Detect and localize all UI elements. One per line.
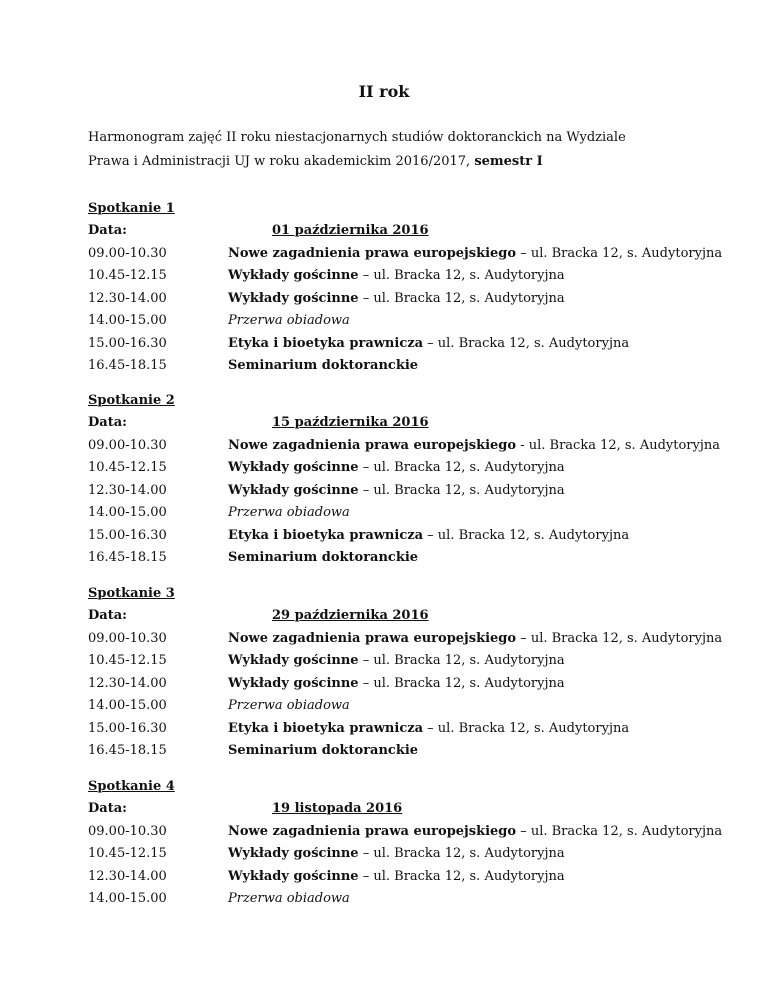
- schedule-row: [88, 821, 738, 844]
- time-slot: 15.00-16.30: [88, 527, 167, 543]
- location-text: – ul. Bracka 12, s. Audytoryjna: [358, 290, 565, 306]
- subject-name: Etyka i bioetyka prawnicza: [228, 527, 424, 543]
- time-slot: 10.45-12.15: [88, 846, 167, 861]
- location-text: – ul. Bracka 12, s. Audytoryjna: [423, 720, 630, 736]
- subject-name: Nowe zagadnienia prawa europejskiego: [228, 437, 517, 453]
- session-description: [228, 502, 350, 525]
- time-slot: 15.00-16.30: [88, 720, 167, 736]
- time-slot: 16.45-18.15: [88, 358, 167, 373]
- time-slot: 09.00-10.30: [88, 245, 167, 261]
- session-description: [228, 480, 565, 503]
- session-description: [228, 355, 418, 378]
- schedule-row: [88, 740, 738, 763]
- meeting-title: Spotkanie 4: [88, 779, 175, 794]
- meeting-block: [88, 583, 738, 763]
- time-slot: 14.00-15.00: [88, 891, 167, 906]
- date-row: [88, 412, 738, 435]
- meeting-date: 01 października 2016: [272, 223, 429, 238]
- location-text: – ul. Bracka 12, s. Audytoryjna: [358, 868, 565, 884]
- schedule-row: [88, 355, 738, 378]
- location-text: – ul. Bracka 12, s. Audytoryjna: [516, 630, 723, 646]
- break-label: Przerwa obiadowa: [228, 313, 350, 328]
- location-text: - ul. Bracka 12, s. Audytoryjna: [516, 437, 721, 453]
- schedule-row: [88, 866, 738, 889]
- subject-name: Wykłady gościnne: [228, 460, 359, 475]
- session-description: [228, 718, 629, 741]
- session-description: [228, 866, 565, 889]
- subject-name: Seminarium doktoranckie: [228, 358, 419, 373]
- time-slot: 10.45-12.15: [88, 653, 167, 668]
- session-description: [228, 740, 418, 763]
- session-description: [228, 673, 565, 696]
- time-slot: 12.30-14.00: [88, 868, 167, 884]
- time-slot: 12.30-14.00: [88, 675, 167, 691]
- session-description: [228, 288, 565, 311]
- schedule-row: [88, 310, 738, 333]
- subject-name: Wykłady gościnne: [228, 482, 359, 498]
- break-label: Przerwa obiadowa: [228, 891, 350, 906]
- page-title: II rok: [358, 82, 410, 101]
- intro-line-2: [88, 150, 728, 174]
- schedule-row: [88, 547, 738, 570]
- meeting-block: [88, 198, 738, 378]
- time-slot: 14.00-15.00: [88, 698, 167, 713]
- session-description: [228, 547, 418, 570]
- location-text: – ul. Bracka 12, s. Audytoryjna: [358, 675, 565, 691]
- meeting-title: Spotkanie 1: [88, 201, 175, 216]
- location-text: – ul. Bracka 12, s. Audytoryjna: [358, 482, 565, 498]
- subject-name: Etyka i bioetyka prawnicza: [228, 720, 424, 736]
- subject-name: Nowe zagadnienia prawa europejskiego: [228, 630, 517, 646]
- schedule-row: [88, 435, 738, 458]
- date-row: [88, 220, 738, 243]
- session-description: [228, 310, 350, 333]
- subject-name: Wykłady gościnne: [228, 675, 359, 691]
- meeting-date: 15 października 2016: [272, 415, 429, 430]
- meeting-title: Spotkanie 2: [88, 393, 175, 408]
- intro-line-1: Harmonogram zajęć II roku niestacjonarnych studiów doktoranckich na Wydziale: [88, 130, 626, 145]
- time-slot: 16.45-18.15: [88, 743, 167, 758]
- meeting-block: [88, 390, 738, 570]
- location-text: – ul. Bracka 12, s. Audytoryjna: [358, 460, 565, 475]
- time-slot: 12.30-14.00: [88, 482, 167, 498]
- date-label: Data:: [88, 223, 127, 238]
- meeting-date: 29 października 2016: [272, 608, 429, 623]
- break-label: Przerwa obiadowa: [228, 698, 350, 713]
- session-description: [228, 821, 722, 844]
- time-slot: 09.00-10.30: [88, 823, 167, 839]
- subject-name: Seminarium doktoranckie: [228, 550, 419, 565]
- schedule-row: [88, 480, 738, 503]
- location-text: – ul. Bracka 12, s. Audytoryjna: [358, 846, 565, 861]
- session-description: [228, 435, 720, 458]
- session-description: [228, 888, 350, 911]
- schedule-row: [88, 888, 738, 911]
- session-description: [228, 333, 629, 356]
- schedule-row: [88, 628, 738, 651]
- subject-name: Wykłady gościnne: [228, 846, 359, 861]
- schedule-row: [88, 265, 738, 288]
- session-description: [228, 650, 565, 673]
- time-slot: 16.45-18.15: [88, 550, 167, 565]
- meeting-title: Spotkanie 3: [88, 586, 175, 601]
- schedule-row: [88, 333, 738, 356]
- subject-name: Wykłady gościnne: [228, 268, 359, 283]
- schedule-row: [88, 502, 738, 525]
- session-description: [228, 628, 722, 651]
- date-row: [88, 605, 738, 628]
- subject-name: Nowe zagadnienia prawa europejskiego: [228, 823, 517, 839]
- location-text: – ul. Bracka 12, s. Audytoryjna: [516, 823, 723, 839]
- date-label: Data:: [88, 801, 127, 816]
- schedule-row: [88, 843, 738, 866]
- intro-line-2-text: Prawa i Administracji UJ w roku akademickim 2016/2017,: [88, 154, 475, 169]
- meeting-block: [88, 776, 738, 911]
- subject-name: Etyka i bioetyka prawnicza: [228, 335, 424, 351]
- date-row: [88, 798, 738, 821]
- schedule-row: [88, 718, 738, 741]
- schedule-row: [88, 695, 738, 718]
- meeting-date: 19 listopada 2016: [272, 801, 403, 816]
- session-description: [228, 265, 565, 288]
- time-slot: 15.00-16.30: [88, 335, 167, 351]
- time-slot: 12.30-14.00: [88, 290, 167, 306]
- location-text: – ul. Bracka 12, s. Audytoryjna: [516, 245, 723, 261]
- schedule-row: [88, 457, 738, 480]
- subject-name: Nowe zagadnienia prawa europejskiego: [228, 245, 517, 261]
- schedule-row: [88, 288, 738, 311]
- session-description: [228, 243, 722, 266]
- session-description: [228, 457, 565, 480]
- location-text: – ul. Bracka 12, s. Audytoryjna: [423, 527, 630, 543]
- subject-name: Wykłady gościnne: [228, 868, 359, 884]
- session-description: [228, 695, 350, 718]
- date-label: Data:: [88, 608, 127, 623]
- session-description: [228, 525, 629, 548]
- schedule-row: [88, 673, 738, 696]
- session-description: [228, 843, 565, 866]
- intro-paragraph: [88, 126, 728, 174]
- time-slot: 14.00-15.00: [88, 313, 167, 328]
- time-slot: 10.45-12.15: [88, 268, 167, 283]
- time-slot: 09.00-10.30: [88, 437, 167, 453]
- subject-name: Wykłady gościnne: [228, 290, 359, 306]
- schedule-row: [88, 243, 738, 266]
- time-slot: 09.00-10.30: [88, 630, 167, 646]
- schedule-row: [88, 525, 738, 548]
- break-label: Przerwa obiadowa: [228, 505, 350, 520]
- time-slot: 10.45-12.15: [88, 460, 167, 475]
- schedule-row: [88, 650, 738, 673]
- time-slot: 14.00-15.00: [88, 505, 167, 520]
- subject-name: Seminarium doktoranckie: [228, 743, 419, 758]
- location-text: – ul. Bracka 12, s. Audytoryjna: [423, 335, 630, 351]
- date-label: Data:: [88, 415, 127, 430]
- semester-label: semestr I: [474, 154, 543, 169]
- location-text: – ul. Bracka 12, s. Audytoryjna: [358, 268, 565, 283]
- location-text: – ul. Bracka 12, s. Audytoryjna: [358, 653, 565, 668]
- subject-name: Wykłady gościnne: [228, 653, 359, 668]
